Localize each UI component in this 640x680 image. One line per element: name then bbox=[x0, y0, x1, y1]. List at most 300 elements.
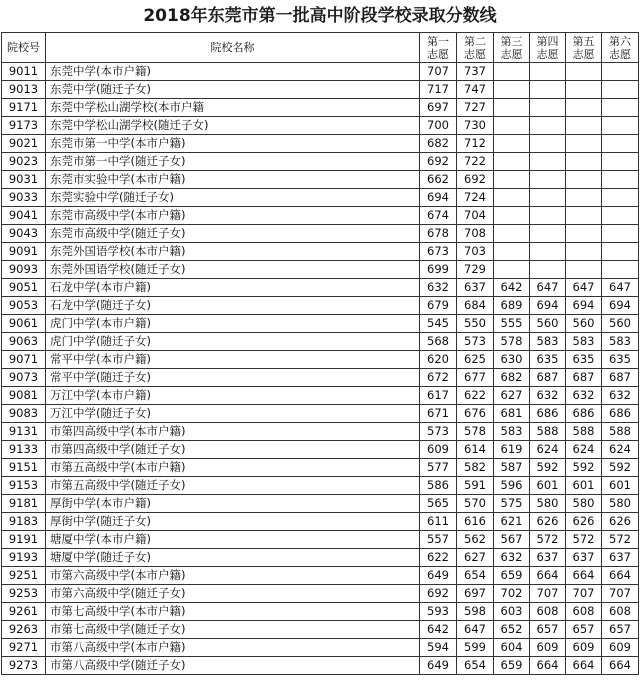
school-code: 9181 bbox=[2, 495, 46, 513]
choice-label-bottom: 志愿 bbox=[500, 47, 523, 61]
table-row bbox=[2, 243, 639, 261]
score-cell: 671 bbox=[420, 405, 457, 423]
score-cell: 729 bbox=[457, 261, 494, 279]
school-code: 9271 bbox=[2, 639, 46, 657]
score-cell bbox=[566, 243, 602, 261]
table-row bbox=[2, 369, 639, 387]
score-cell bbox=[566, 99, 602, 117]
score-cell: 635 bbox=[530, 351, 566, 369]
score-cell: 565 bbox=[420, 495, 457, 513]
table-row bbox=[2, 351, 639, 369]
score-cell: 697 bbox=[420, 99, 457, 117]
school-code: 9023 bbox=[2, 153, 46, 171]
score-cell bbox=[602, 189, 639, 207]
school-name: 万江中学(本市户籍) bbox=[46, 387, 420, 405]
score-cell: 642 bbox=[420, 621, 457, 639]
score-cell: 673 bbox=[420, 243, 457, 261]
school-name: 市第七高级中学(本市户籍) bbox=[46, 603, 420, 621]
score-cell: 608 bbox=[566, 603, 602, 621]
score-cell: 703 bbox=[457, 243, 494, 261]
score-cell: 617 bbox=[420, 387, 457, 405]
score-cell: 562 bbox=[457, 531, 494, 549]
score-cell: 708 bbox=[457, 225, 494, 243]
school-name: 东莞外国语学校(本市户籍) bbox=[46, 243, 420, 261]
table-row bbox=[2, 63, 639, 81]
school-code: 9131 bbox=[2, 423, 46, 441]
score-cell: 686 bbox=[530, 405, 566, 423]
table-row bbox=[2, 441, 639, 459]
score-cell: 567 bbox=[494, 531, 530, 549]
header-choice-2 bbox=[457, 33, 494, 63]
score-cell bbox=[530, 135, 566, 153]
score-cell: 575 bbox=[494, 495, 530, 513]
school-name: 东莞市第一中学(随迁子女) bbox=[46, 153, 420, 171]
score-cell: 664 bbox=[566, 657, 602, 675]
score-cell: 664 bbox=[602, 567, 639, 585]
header-choice-5 bbox=[566, 33, 602, 63]
school-code: 9091 bbox=[2, 243, 46, 261]
table-row bbox=[2, 261, 639, 279]
score-cell bbox=[494, 225, 530, 243]
score-cell bbox=[530, 81, 566, 99]
score-cell bbox=[494, 117, 530, 135]
school-name: 东莞中学(本市户籍) bbox=[46, 63, 420, 81]
school-code: 9263 bbox=[2, 621, 46, 639]
score-cell: 601 bbox=[566, 477, 602, 495]
school-name: 虎门中学(本市户籍) bbox=[46, 315, 420, 333]
score-cell: 659 bbox=[494, 657, 530, 675]
score-cell: 652 bbox=[494, 621, 530, 639]
school-name: 常平中学(本市户籍) bbox=[46, 351, 420, 369]
score-cell bbox=[602, 225, 639, 243]
choice-label-top: 第六 bbox=[609, 34, 631, 48]
table-row bbox=[2, 153, 639, 171]
score-cell: 654 bbox=[457, 657, 494, 675]
table-row bbox=[2, 387, 639, 405]
score-cell bbox=[602, 135, 639, 153]
score-cell bbox=[530, 171, 566, 189]
table-row bbox=[2, 639, 639, 657]
score-cell bbox=[602, 99, 639, 117]
score-cell bbox=[602, 261, 639, 279]
score-cell: 630 bbox=[494, 351, 530, 369]
score-cell bbox=[494, 63, 530, 81]
score-cell: 692 bbox=[420, 153, 457, 171]
choice-label-top: 第一 bbox=[427, 34, 449, 48]
school-name: 石龙中学(本市户籍) bbox=[46, 279, 420, 297]
score-cell: 712 bbox=[457, 135, 494, 153]
score-cell bbox=[602, 81, 639, 99]
score-cell: 692 bbox=[420, 585, 457, 603]
score-cell bbox=[494, 135, 530, 153]
header-name: 院校名称 bbox=[46, 33, 420, 63]
school-name: 常平中学(随迁子女) bbox=[46, 369, 420, 387]
score-cell: 707 bbox=[530, 585, 566, 603]
score-cell: 616 bbox=[457, 513, 494, 531]
score-cell: 578 bbox=[457, 423, 494, 441]
score-cell bbox=[566, 225, 602, 243]
score-cell: 609 bbox=[420, 441, 457, 459]
score-cell: 637 bbox=[602, 549, 639, 567]
score-cell: 624 bbox=[530, 441, 566, 459]
score-cell bbox=[494, 99, 530, 117]
score-cell: 587 bbox=[494, 459, 530, 477]
score-cell bbox=[566, 63, 602, 81]
score-cell: 704 bbox=[457, 207, 494, 225]
score-cell: 555 bbox=[494, 315, 530, 333]
score-cell: 649 bbox=[420, 657, 457, 675]
score-cell: 632 bbox=[420, 279, 457, 297]
school-name: 市第五高级中学(随迁子女) bbox=[46, 477, 420, 495]
table-row bbox=[2, 603, 639, 621]
score-cell bbox=[566, 135, 602, 153]
score-cell: 603 bbox=[494, 603, 530, 621]
score-cell: 545 bbox=[420, 315, 457, 333]
school-code: 9051 bbox=[2, 279, 46, 297]
score-cell bbox=[494, 171, 530, 189]
score-cell: 687 bbox=[530, 369, 566, 387]
header-choice-6 bbox=[602, 33, 639, 63]
score-cell: 707 bbox=[566, 585, 602, 603]
score-cell: 672 bbox=[420, 369, 457, 387]
score-cell: 588 bbox=[566, 423, 602, 441]
page-title: 2018年东莞市第一批高中阶段学校录取分数线 bbox=[143, 6, 497, 26]
score-cell: 642 bbox=[494, 279, 530, 297]
score-cell: 647 bbox=[530, 279, 566, 297]
score-cell bbox=[602, 171, 639, 189]
score-cell: 598 bbox=[457, 603, 494, 621]
school-name: 厚街中学(本市户籍) bbox=[46, 495, 420, 513]
score-cell: 700 bbox=[420, 117, 457, 135]
score-cell: 611 bbox=[420, 513, 457, 531]
score-cell: 717 bbox=[420, 81, 457, 99]
table-row bbox=[2, 117, 639, 135]
score-cell: 624 bbox=[602, 441, 639, 459]
choice-label-bottom: 志愿 bbox=[536, 47, 559, 61]
school-name: 东莞中学松山湖学校(本市户籍 bbox=[46, 99, 420, 117]
school-code: 9171 bbox=[2, 99, 46, 117]
choice-label-top: 第五 bbox=[572, 34, 595, 48]
school-code: 9071 bbox=[2, 351, 46, 369]
score-cell: 572 bbox=[566, 531, 602, 549]
score-cell bbox=[566, 153, 602, 171]
score-cell: 568 bbox=[420, 333, 457, 351]
table-row bbox=[2, 333, 639, 351]
score-cell bbox=[566, 261, 602, 279]
score-cell: 681 bbox=[494, 405, 530, 423]
score-cell: 608 bbox=[530, 603, 566, 621]
school-code: 9191 bbox=[2, 531, 46, 549]
table-row bbox=[2, 549, 639, 567]
school-code: 9193 bbox=[2, 549, 46, 567]
score-cell: 601 bbox=[602, 477, 639, 495]
table-row bbox=[2, 585, 639, 603]
score-cell: 621 bbox=[494, 513, 530, 531]
score-cell: 684 bbox=[457, 297, 494, 315]
score-cell: 682 bbox=[420, 135, 457, 153]
score-cell: 592 bbox=[566, 459, 602, 477]
school-name: 市第四高级中学(本市户籍) bbox=[46, 423, 420, 441]
table-row bbox=[2, 477, 639, 495]
table-row bbox=[2, 297, 639, 315]
school-code: 9261 bbox=[2, 603, 46, 621]
choice-label-bottom: 志愿 bbox=[609, 47, 631, 61]
score-cell: 676 bbox=[457, 405, 494, 423]
score-cell: 635 bbox=[566, 351, 602, 369]
score-cell: 609 bbox=[602, 639, 639, 657]
school-name: 虎门中学(随迁子女) bbox=[46, 333, 420, 351]
score-table bbox=[1, 32, 639, 675]
score-cell: 572 bbox=[530, 531, 566, 549]
school-name: 石龙中学(随迁子女) bbox=[46, 297, 420, 315]
table-row bbox=[2, 207, 639, 225]
score-cell: 622 bbox=[457, 387, 494, 405]
score-cell bbox=[530, 117, 566, 135]
score-cell: 727 bbox=[457, 99, 494, 117]
score-cell: 583 bbox=[494, 423, 530, 441]
choice-label-bottom: 志愿 bbox=[464, 47, 486, 61]
score-cell bbox=[566, 117, 602, 135]
score-cell: 560 bbox=[566, 315, 602, 333]
score-cell: 647 bbox=[566, 279, 602, 297]
table-row bbox=[2, 189, 639, 207]
score-cell: 692 bbox=[457, 171, 494, 189]
score-cell: 722 bbox=[457, 153, 494, 171]
school-name: 市第七高级中学(随迁子女) bbox=[46, 621, 420, 639]
score-cell bbox=[494, 189, 530, 207]
score-cell: 627 bbox=[494, 387, 530, 405]
school-code: 9081 bbox=[2, 387, 46, 405]
score-cell bbox=[566, 171, 602, 189]
score-cell bbox=[602, 207, 639, 225]
table-row bbox=[2, 657, 639, 675]
score-cell: 622 bbox=[420, 549, 457, 567]
score-cell: 664 bbox=[530, 657, 566, 675]
score-cell: 570 bbox=[457, 495, 494, 513]
score-cell: 649 bbox=[420, 567, 457, 585]
score-cell: 583 bbox=[566, 333, 602, 351]
score-cell: 609 bbox=[566, 639, 602, 657]
score-cell: 577 bbox=[420, 459, 457, 477]
score-cell: 674 bbox=[420, 207, 457, 225]
score-cell bbox=[566, 189, 602, 207]
score-cell bbox=[530, 261, 566, 279]
school-code: 9013 bbox=[2, 81, 46, 99]
score-cell: 608 bbox=[602, 603, 639, 621]
score-cell bbox=[494, 81, 530, 99]
score-cell: 560 bbox=[530, 315, 566, 333]
score-cell: 572 bbox=[602, 531, 639, 549]
score-cell: 588 bbox=[602, 423, 639, 441]
school-code: 9011 bbox=[2, 63, 46, 81]
score-cell: 689 bbox=[494, 297, 530, 315]
score-cell: 730 bbox=[457, 117, 494, 135]
score-cell: 596 bbox=[494, 477, 530, 495]
school-code: 9153 bbox=[2, 477, 46, 495]
table-row bbox=[2, 531, 639, 549]
table-row bbox=[2, 171, 639, 189]
school-name: 塘厦中学(随迁子女) bbox=[46, 549, 420, 567]
school-name: 东莞市高级中学(本市户籍) bbox=[46, 207, 420, 225]
school-name: 万江中学(随迁子女) bbox=[46, 405, 420, 423]
school-code: 9183 bbox=[2, 513, 46, 531]
header-choice-3 bbox=[494, 33, 530, 63]
score-cell bbox=[530, 99, 566, 117]
school-code: 9043 bbox=[2, 225, 46, 243]
school-code: 9021 bbox=[2, 135, 46, 153]
score-cell: 664 bbox=[530, 567, 566, 585]
table-body bbox=[2, 63, 639, 675]
score-cell: 686 bbox=[566, 405, 602, 423]
table-row bbox=[2, 99, 639, 117]
school-name: 东莞市高级中学(随迁子女) bbox=[46, 225, 420, 243]
score-cell: 657 bbox=[566, 621, 602, 639]
table-row bbox=[2, 81, 639, 99]
choice-label-top: 第四 bbox=[536, 34, 559, 48]
school-name: 市第八高级中学(随迁子女) bbox=[46, 657, 420, 675]
school-code: 9173 bbox=[2, 117, 46, 135]
score-cell: 687 bbox=[566, 369, 602, 387]
score-cell: 724 bbox=[457, 189, 494, 207]
table-row bbox=[2, 495, 639, 513]
score-cell: 583 bbox=[530, 333, 566, 351]
score-cell bbox=[602, 153, 639, 171]
choice-label-bottom: 志愿 bbox=[572, 47, 595, 61]
school-code: 9151 bbox=[2, 459, 46, 477]
school-code: 9273 bbox=[2, 657, 46, 675]
school-code: 9083 bbox=[2, 405, 46, 423]
score-cell: 632 bbox=[602, 387, 639, 405]
school-code: 9031 bbox=[2, 171, 46, 189]
table-row bbox=[2, 405, 639, 423]
score-cell: 592 bbox=[530, 459, 566, 477]
score-cell bbox=[530, 189, 566, 207]
score-cell: 637 bbox=[566, 549, 602, 567]
score-cell: 578 bbox=[494, 333, 530, 351]
school-name: 东莞外国语学校(随迁子女) bbox=[46, 261, 420, 279]
score-cell bbox=[566, 207, 602, 225]
header-choice-4 bbox=[530, 33, 566, 63]
table-row bbox=[2, 279, 639, 297]
choice-label-top: 第三 bbox=[500, 34, 523, 48]
score-cell: 573 bbox=[457, 333, 494, 351]
score-cell: 586 bbox=[420, 477, 457, 495]
school-name: 市第四高级中学(随迁子女) bbox=[46, 441, 420, 459]
score-cell bbox=[602, 243, 639, 261]
school-name: 市第六高级中学(随迁子女) bbox=[46, 585, 420, 603]
school-name: 市第八高级中学(本市户籍) bbox=[46, 639, 420, 657]
school-code: 9133 bbox=[2, 441, 46, 459]
score-cell: 560 bbox=[602, 315, 639, 333]
school-name: 东莞市实验中学(本市户籍) bbox=[46, 171, 420, 189]
school-name: 东莞实验中学(随迁子女) bbox=[46, 189, 420, 207]
score-cell: 632 bbox=[566, 387, 602, 405]
score-cell: 707 bbox=[420, 63, 457, 81]
score-cell: 632 bbox=[494, 549, 530, 567]
score-cell: 580 bbox=[602, 495, 639, 513]
score-cell: 694 bbox=[566, 297, 602, 315]
score-cell: 647 bbox=[602, 279, 639, 297]
score-cell: 682 bbox=[494, 369, 530, 387]
score-cell: 699 bbox=[420, 261, 457, 279]
score-cell: 557 bbox=[420, 531, 457, 549]
score-cell: 707 bbox=[602, 585, 639, 603]
table-row bbox=[2, 423, 639, 441]
score-cell: 583 bbox=[602, 333, 639, 351]
table-row bbox=[2, 513, 639, 531]
school-name: 市第六高级中学(本市户籍) bbox=[46, 567, 420, 585]
score-cell: 588 bbox=[530, 423, 566, 441]
score-cell bbox=[530, 153, 566, 171]
score-cell: 659 bbox=[494, 567, 530, 585]
score-cell: 626 bbox=[602, 513, 639, 531]
score-cell: 582 bbox=[457, 459, 494, 477]
score-cell: 619 bbox=[494, 441, 530, 459]
score-cell: 737 bbox=[457, 63, 494, 81]
score-cell: 687 bbox=[602, 369, 639, 387]
score-cell: 627 bbox=[457, 549, 494, 567]
score-cell: 694 bbox=[530, 297, 566, 315]
score-cell: 657 bbox=[602, 621, 639, 639]
score-cell: 626 bbox=[530, 513, 566, 531]
choice-label-top: 第二 bbox=[464, 34, 486, 48]
score-cell: 654 bbox=[457, 567, 494, 585]
score-cell: 747 bbox=[457, 81, 494, 99]
score-cell: 620 bbox=[420, 351, 457, 369]
score-cell bbox=[530, 243, 566, 261]
choice-label-bottom: 志愿 bbox=[427, 47, 449, 61]
score-cell: 550 bbox=[457, 315, 494, 333]
score-cell: 664 bbox=[566, 567, 602, 585]
score-cell: 604 bbox=[494, 639, 530, 657]
school-name: 厚街中学(随迁子女) bbox=[46, 513, 420, 531]
score-cell bbox=[530, 225, 566, 243]
score-cell bbox=[602, 117, 639, 135]
score-cell: 694 bbox=[602, 297, 639, 315]
score-cell: 664 bbox=[602, 657, 639, 675]
score-cell: 637 bbox=[457, 279, 494, 297]
score-cell: 635 bbox=[602, 351, 639, 369]
score-cell: 624 bbox=[566, 441, 602, 459]
score-cell: 677 bbox=[457, 369, 494, 387]
score-cell: 609 bbox=[530, 639, 566, 657]
score-cell: 679 bbox=[420, 297, 457, 315]
school-code: 9251 bbox=[2, 567, 46, 585]
header-choice-1 bbox=[420, 33, 457, 63]
score-cell: 591 bbox=[457, 477, 494, 495]
score-cell bbox=[530, 63, 566, 81]
score-cell bbox=[530, 207, 566, 225]
table-row bbox=[2, 135, 639, 153]
school-code: 9093 bbox=[2, 261, 46, 279]
school-name: 东莞中学(随迁子女) bbox=[46, 81, 420, 99]
score-cell: 580 bbox=[530, 495, 566, 513]
school-name: 市第五高级中学(本市户籍) bbox=[46, 459, 420, 477]
score-cell: 662 bbox=[420, 171, 457, 189]
score-cell: 573 bbox=[420, 423, 457, 441]
score-cell: 632 bbox=[530, 387, 566, 405]
score-cell: 678 bbox=[420, 225, 457, 243]
table-row bbox=[2, 621, 639, 639]
score-cell: 593 bbox=[420, 603, 457, 621]
school-name: 东莞市第一中学(本市户籍) bbox=[46, 135, 420, 153]
table-row bbox=[2, 225, 639, 243]
score-cell bbox=[494, 261, 530, 279]
school-code: 9073 bbox=[2, 369, 46, 387]
score-cell: 647 bbox=[457, 621, 494, 639]
score-cell: 686 bbox=[602, 405, 639, 423]
table-row bbox=[2, 567, 639, 585]
